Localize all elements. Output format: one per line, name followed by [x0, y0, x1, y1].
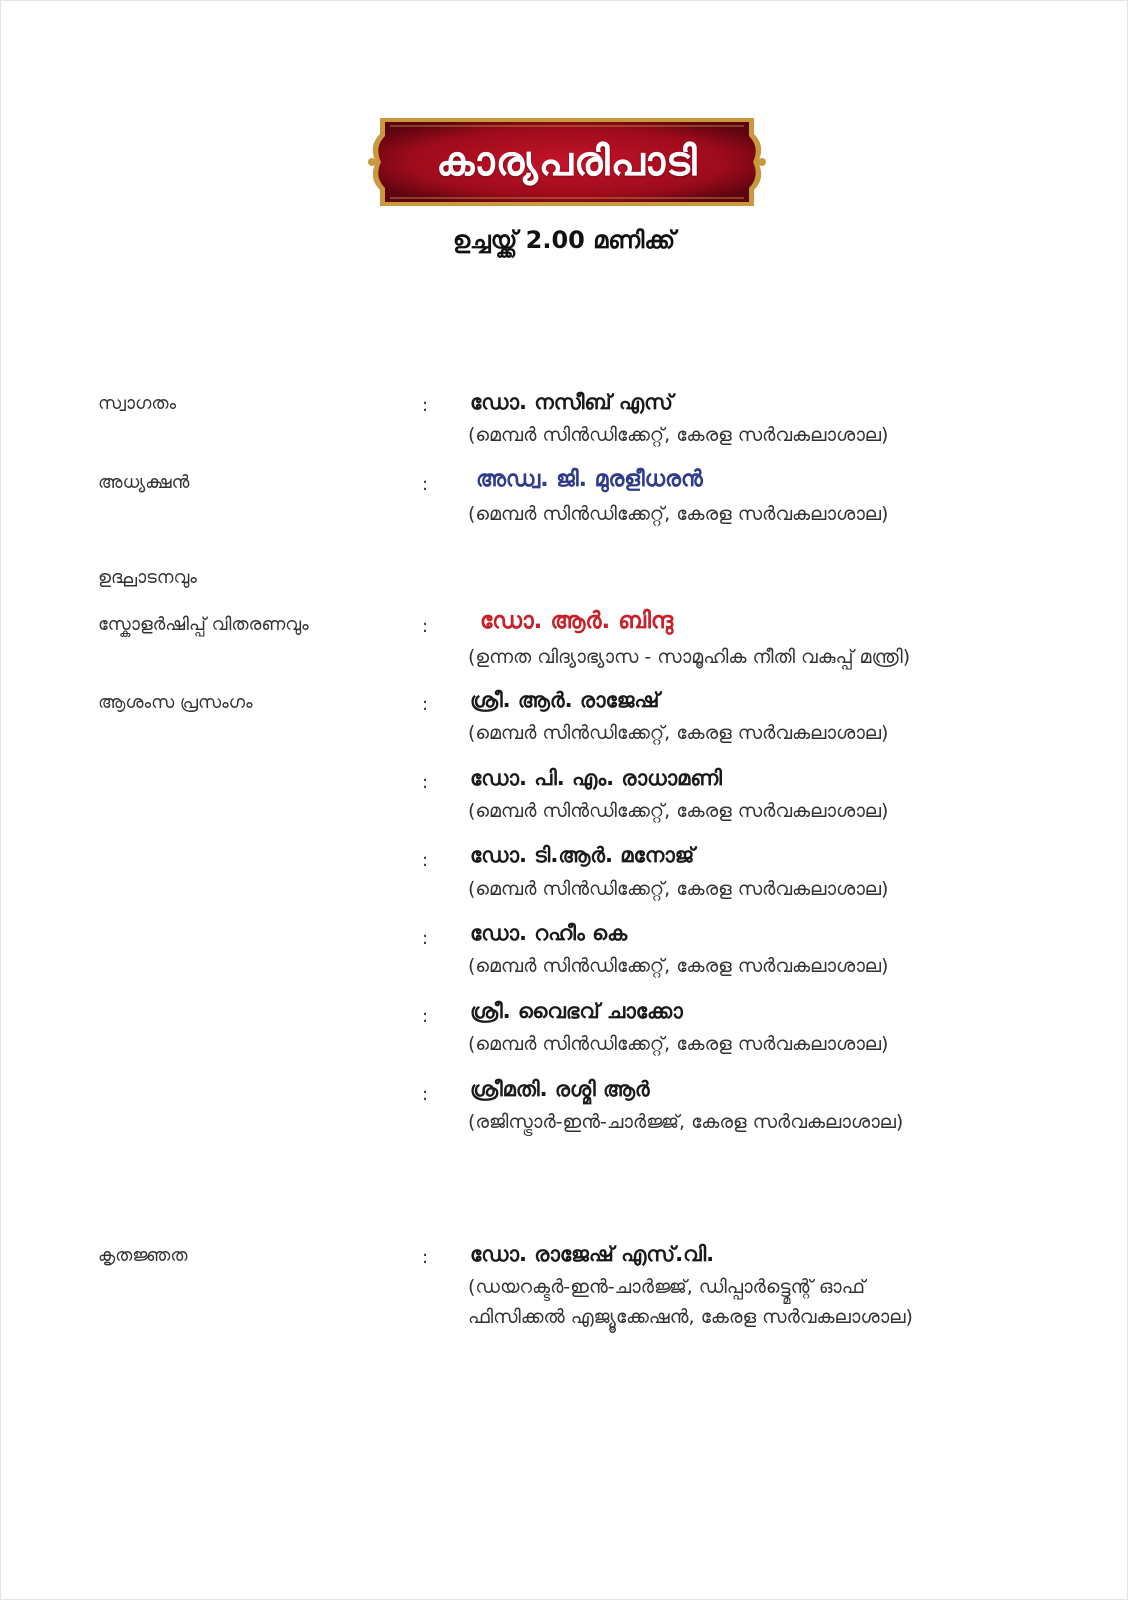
speaker-name: ഡോ. പി. എം. രാധാമണി	[470, 766, 722, 790]
label-inauguration: ഉദ്ഘാടനവും	[98, 567, 197, 588]
title-banner	[366, 116, 768, 208]
speaker-designation: (മെമ്പർ സിൻഡിക്കേറ്റ്, കേരള സർവകലാശാല)	[468, 955, 889, 977]
colon: :	[422, 772, 429, 793]
colon: :	[422, 850, 429, 871]
label-felicitation: ആശംസ പ്രസംഗം	[98, 692, 253, 713]
speaker-name: ഡോ. ടി.ആർ. മനോജ്	[470, 843, 695, 867]
colon: :	[422, 1247, 429, 1268]
speaker-name: ശ്രീമതി. രശ്മി ആർ	[470, 1077, 650, 1101]
speaker-name: ശ്രീ. ആർ. രാജേഷ്	[470, 688, 660, 712]
colon: :	[422, 694, 429, 715]
speaker-name: ഡോ. റഹീം കെ	[470, 921, 628, 945]
label-welcome: സ്വാഗതം	[98, 393, 177, 414]
speaker-designation: (മെമ്പർ സിൻഡിക്കേറ്റ്, കേരള സർവകലാശാല)	[468, 722, 889, 744]
speaker-name: ഡോ. രാജേഷ് എസ്.വി.	[470, 1242, 715, 1266]
program-title: കാര്യപരിപാടി	[436, 139, 698, 185]
program-time: ഉച്ചയ്ക്ക് 2.00 മണിക്ക്	[452, 226, 676, 254]
speaker-name: ശ്രീ. വൈഭവ് ചാക്കോ	[470, 999, 683, 1023]
colon: :	[422, 395, 429, 416]
speaker-name-highlight: അഡ്വ. ജി. മുരളീധരൻ	[476, 467, 703, 492]
speaker-designation: (മെമ്പർ സിൻഡിക്കേറ്റ്, കേരള സർവകലാശാല)	[468, 424, 889, 446]
speaker-name: ഡോ. നസീബ് എസ്	[470, 390, 673, 414]
colon: :	[422, 474, 429, 495]
speaker-designation: (മെമ്പർ സിൻഡിക്കേറ്റ്, കേരള സർവകലാശാല)	[468, 503, 889, 525]
speaker-designation: (മെമ്പർ സിൻഡിക്കേറ്റ്, കേരള സർവകലാശാല)	[468, 878, 889, 900]
speaker-designation: (മെമ്പർ സിൻഡിക്കേറ്റ്, കേരള സർവകലാശാല)	[468, 1033, 889, 1055]
colon: :	[422, 616, 429, 637]
speaker-designation: (ഉന്നത വിദ്യാഭ്യാസ - സാമൂഹിക നീതി വകുപ്പ് മന്ത്രി)	[468, 646, 911, 668]
speaker-designation: (രജിസ്ട്രാർ-ഇൻ-ചാർജ്ജ്, കേരള സർവകലാശാല)	[468, 1111, 904, 1133]
colon: :	[422, 1084, 429, 1105]
label-vote-of-thanks: കൃതജ്ഞത	[98, 1245, 188, 1266]
chief-guest-name: ഡോ. ആർ. ബിന്ദു	[480, 608, 674, 634]
speaker-designation-line1: (ഡയറക്ടർ-ഇൻ-ചാർജ്ജ്, ഡിപ്പാർട്ട്മെന്റ് ഓഫ്	[468, 1276, 866, 1298]
colon: :	[422, 928, 429, 949]
label-president: അധ്യക്ഷൻ	[98, 472, 190, 493]
label-scholarship-distribution: സ്കോളർഷിപ്പ് വിതരണവും	[98, 614, 309, 635]
speaker-designation: (മെമ്പർ സിൻഡിക്കേറ്റ്, കേരള സർവകലാശാല)	[468, 800, 889, 822]
speaker-designation-line2: ഫിസിക്കൽ എജ്യൂക്കേഷൻ, കേരള സർവകലാശാല)	[468, 1306, 913, 1328]
colon: :	[422, 1006, 429, 1027]
